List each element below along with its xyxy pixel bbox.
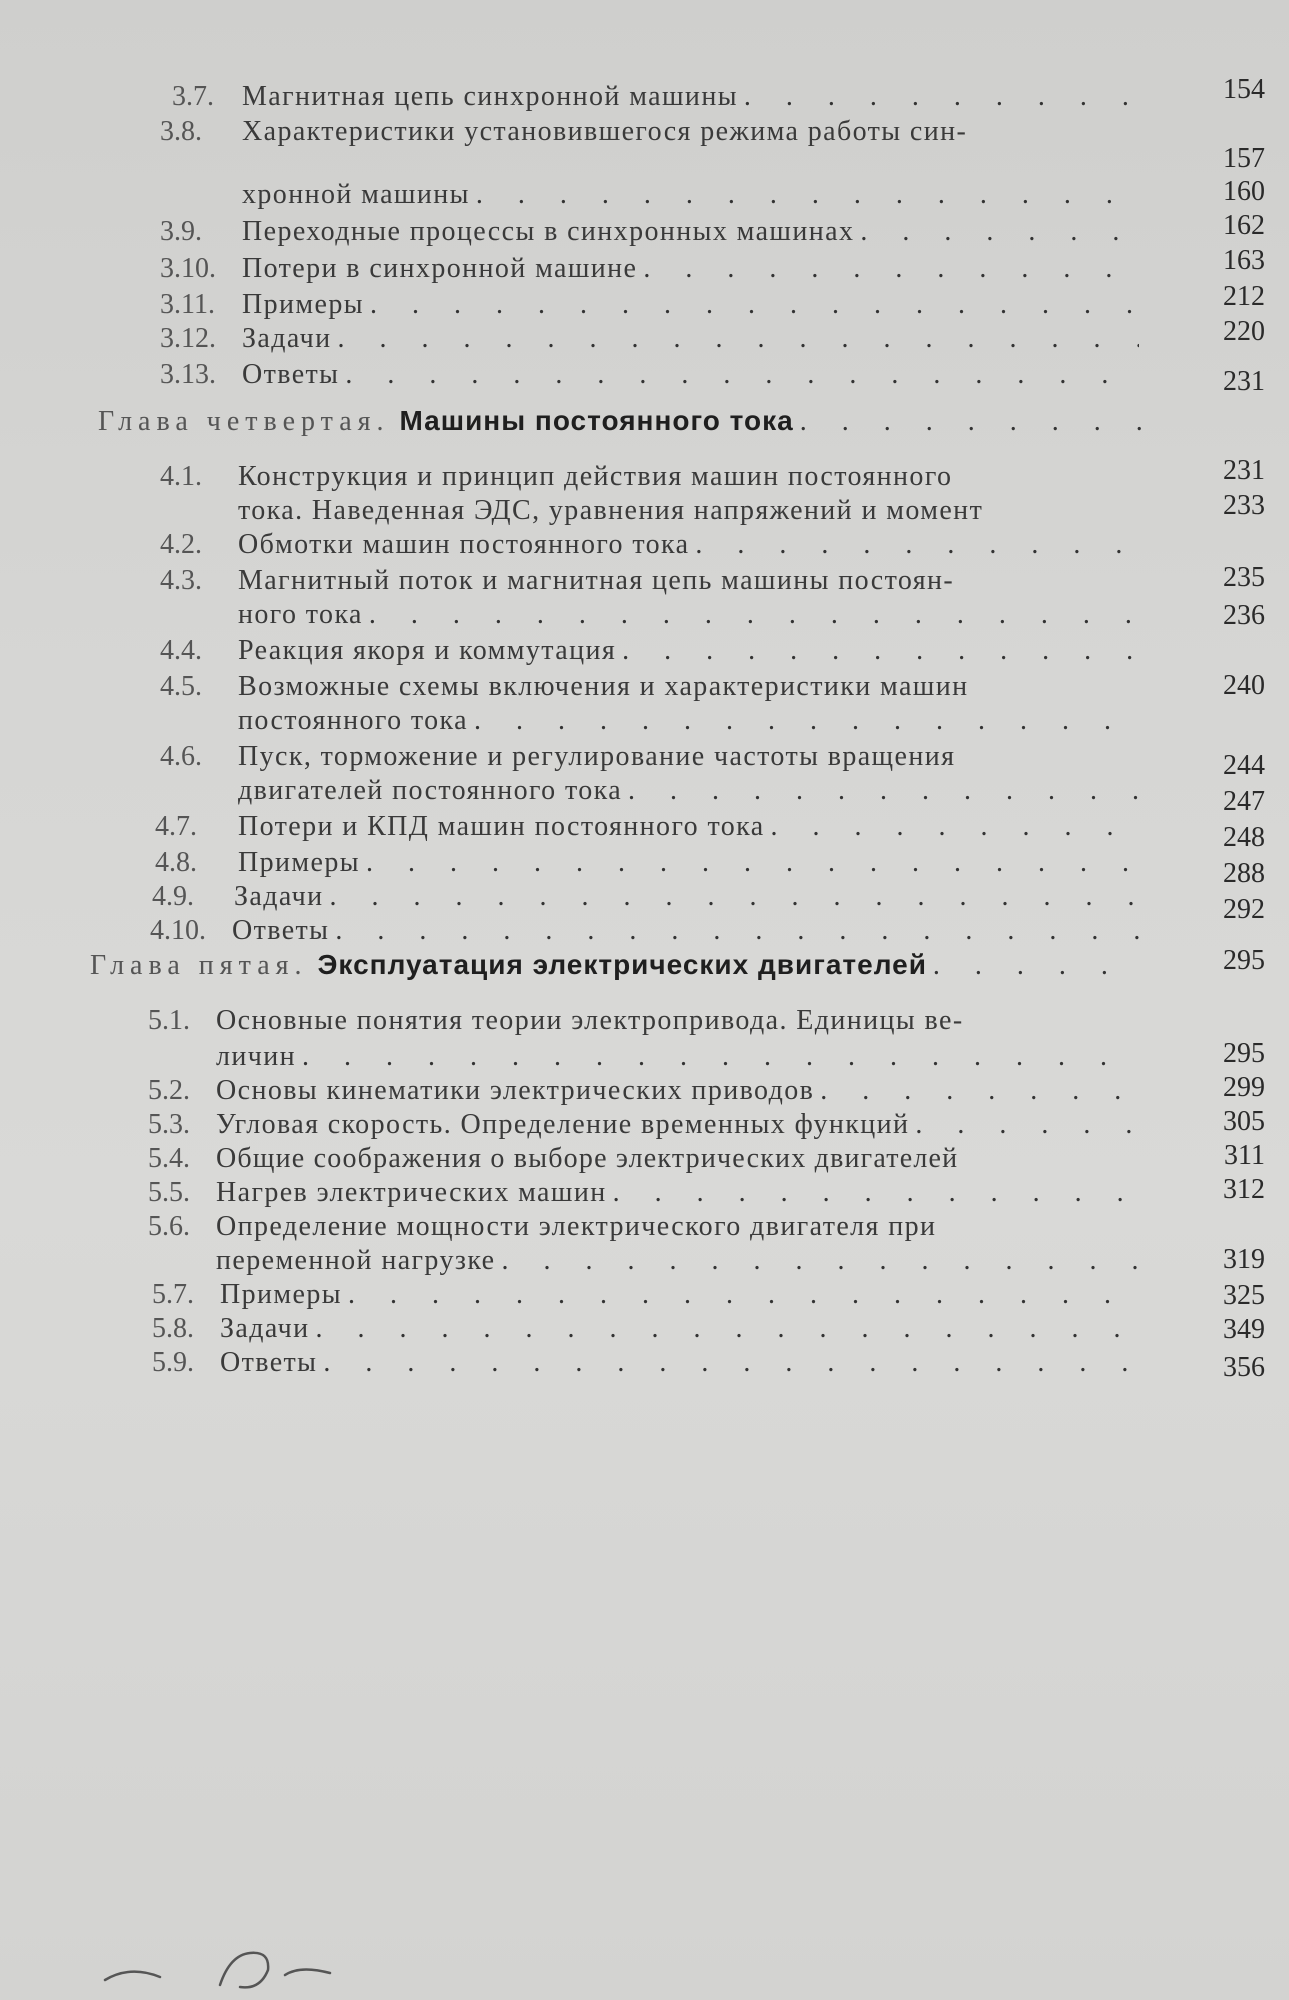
toc-entry-4-6-cont <box>238 774 1145 808</box>
entry-title-cont: хронной машины <box>242 179 470 210</box>
entry-title: Примеры <box>238 847 360 878</box>
dot-leader <box>695 528 1139 562</box>
toc-entry-4-3-cont <box>238 598 1145 632</box>
entry-number: 4.2. <box>160 529 202 560</box>
page-number: 157 <box>1223 143 1265 174</box>
toc-entry-5-5 <box>148 1176 1146 1210</box>
entry-title-cont: двигателей постоянного тока <box>238 775 623 806</box>
dot-leader <box>302 1040 1140 1074</box>
entry-title: Ответы <box>242 359 340 390</box>
entry-number: 3.13. <box>160 359 216 390</box>
dot-leader <box>476 178 1141 212</box>
page-number: 288 <box>1223 858 1265 889</box>
dot-leader <box>933 949 1134 983</box>
dot-leader <box>329 880 1139 914</box>
page-number: 305 <box>1223 1106 1265 1137</box>
dot-leader <box>323 1346 1140 1380</box>
toc-entry-5-9 <box>152 1346 1146 1380</box>
entry-title-cont: постоянного тока <box>238 705 468 736</box>
page-number: 212 <box>1223 281 1265 312</box>
entry-number: 3.10. <box>160 253 216 284</box>
page-number: 292 <box>1223 894 1265 925</box>
page-number: 295 <box>1223 1038 1265 1069</box>
page-number: 319 <box>1223 1244 1265 1275</box>
toc-entry-3-8-cont <box>242 178 1147 212</box>
entry-number: 4.8. <box>155 847 197 878</box>
entry-title: Примеры <box>242 289 364 320</box>
entry-number: 5.9. <box>152 1347 194 1378</box>
entry-number: 4.3. <box>160 565 202 596</box>
page-number: 356 <box>1223 1352 1265 1383</box>
entry-title: Задачи <box>242 323 332 354</box>
chapter-5-heading <box>90 948 1140 983</box>
entry-number: 3.12. <box>160 323 216 354</box>
page-number: 312 <box>1223 1174 1265 1205</box>
entry-number: 5.8. <box>152 1313 194 1344</box>
entry-number: 5.4. <box>148 1143 190 1174</box>
entry-title: Магнитный поток и магнитная цепь машины постоян- <box>238 565 955 596</box>
page-number: 295 <box>1223 945 1265 976</box>
toc-entry-4-3 <box>160 564 1150 598</box>
toc-entry-4-8 <box>155 846 1145 880</box>
entry-number: 5.7. <box>152 1279 194 1310</box>
dot-leader <box>474 704 1139 738</box>
toc-entry-5-1-cont <box>216 1040 1146 1074</box>
page-number: 244 <box>1223 750 1265 781</box>
dot-leader <box>369 598 1139 632</box>
dot-leader <box>771 810 1139 844</box>
toc-entry-5-1 <box>148 1004 1148 1038</box>
toc-entry-5-4 <box>148 1142 1148 1176</box>
entry-number: 4.5. <box>160 671 202 702</box>
toc-entry-5-7 <box>152 1278 1146 1312</box>
pencil-mark-icon <box>100 1935 340 1995</box>
entry-title: Примеры <box>220 1279 342 1310</box>
entry-number: 3.11. <box>160 289 215 320</box>
dot-leader <box>915 1108 1140 1142</box>
entry-number: 5.1. <box>148 1005 190 1036</box>
entry-title: Определение мощности электрического двигателя при <box>216 1211 937 1242</box>
toc-entry-5-6 <box>148 1210 1148 1244</box>
toc-entry-5-2 <box>148 1074 1146 1108</box>
dot-leader <box>337 322 1139 356</box>
entry-title: Потери и КПД машин постоянного тока <box>238 811 765 842</box>
entry-number: 3.9. <box>160 216 202 247</box>
toc-entry-4-4 <box>160 634 1145 668</box>
toc-entry-5-8 <box>152 1312 1146 1346</box>
entry-title: Ответы <box>232 915 330 946</box>
toc-entry-3-13 <box>160 358 1145 392</box>
page-number: 154 <box>1223 74 1265 105</box>
entry-number: 4.10. <box>150 915 206 946</box>
toc-entry-3-7 <box>172 80 1147 114</box>
entry-number: 4.7. <box>155 811 197 842</box>
dot-leader <box>370 288 1139 322</box>
toc-entry-3-12 <box>160 322 1145 356</box>
entry-number: 5.6. <box>148 1211 190 1242</box>
page-number: 240 <box>1223 670 1265 701</box>
dot-leader <box>345 358 1139 392</box>
entry-title: Характеристики установившегося режима работы син- <box>242 116 968 147</box>
dot-leader <box>628 774 1139 808</box>
entry-title: Потери в синхронной машине <box>242 253 638 284</box>
entry-title: Основные понятия теории электропривода. Единицы ве- <box>216 1005 964 1036</box>
entry-number: 3.8. <box>160 116 202 147</box>
entry-number: 4.9. <box>152 881 194 912</box>
dot-leader <box>613 1176 1140 1210</box>
entry-title: Пуск, торможение и регулирование частоты вращения <box>238 741 956 772</box>
entry-title: Нагрев электрических машин <box>216 1177 607 1208</box>
dot-leader <box>366 846 1139 880</box>
toc-entry-4-5-cont <box>238 704 1145 738</box>
page-number: 160 <box>1223 176 1265 207</box>
toc-entry-4-6 <box>160 740 1150 774</box>
toc-entry-4-10 <box>150 914 1145 948</box>
dot-leader <box>501 1244 1140 1278</box>
chapter-4-heading <box>98 404 1148 439</box>
entry-title: Возможные схемы включения и характеристики машин <box>238 671 969 702</box>
entry-title: Угловая скорость. Определение временных функций <box>216 1109 910 1140</box>
entry-number: 4.6. <box>160 741 202 772</box>
entry-number: 4.1. <box>160 461 202 492</box>
entry-title: Общие соображения о выборе электрических двигателей <box>216 1143 959 1174</box>
toc-entry-3-10 <box>160 252 1145 286</box>
entry-title-cont: тока. Наведенная ЭДС, уравнения напряжений и момент <box>238 495 984 526</box>
toc-entry-4-1 <box>160 460 1150 494</box>
toc-entry-3-8 <box>160 115 1150 149</box>
page-number: 163 <box>1223 245 1265 276</box>
toc-entry-4-2 <box>160 528 1145 562</box>
entry-title-cont: переменной нагрузке <box>216 1245 496 1276</box>
chapter-label: Глава пятая. <box>90 950 308 981</box>
entry-title: Задачи <box>234 881 324 912</box>
entry-number: 3.7. <box>172 81 214 112</box>
entry-title-cont: личин <box>216 1041 297 1072</box>
entry-title: Задачи <box>220 1313 310 1344</box>
toc-entry-5-6-cont <box>216 1244 1146 1278</box>
entry-title: Ответы <box>220 1347 318 1378</box>
entry-number: 4.4. <box>160 635 202 666</box>
dot-leader <box>800 405 1142 439</box>
page-number: 231 <box>1223 366 1265 397</box>
dot-leader <box>622 634 1139 668</box>
toc-entry-3-9 <box>160 215 1145 249</box>
page-number: 220 <box>1223 316 1265 347</box>
chapter-label: Глава четвертая. <box>98 406 390 437</box>
entry-number: 5.5. <box>148 1177 190 1208</box>
dot-leader <box>348 1278 1140 1312</box>
dot-leader <box>820 1074 1140 1108</box>
page-number: 235 <box>1223 562 1265 593</box>
page-number: 231 <box>1223 455 1265 486</box>
page-number: 349 <box>1223 1314 1265 1345</box>
entry-title: Основы кинематики электрических приводов <box>216 1075 815 1106</box>
entry-title: Магнитная цепь синхронной машины <box>242 81 738 112</box>
toc-entry-4-9 <box>152 880 1145 914</box>
dot-leader <box>860 215 1139 249</box>
page-number: 236 <box>1223 600 1265 631</box>
chapter-title: Эксплуатация электрических двигателей <box>317 949 927 980</box>
page-number: 162 <box>1223 210 1265 241</box>
dot-leader <box>643 252 1139 286</box>
page-number: 233 <box>1223 490 1265 521</box>
dot-leader <box>335 914 1139 948</box>
toc-entry-4-5 <box>160 670 1150 704</box>
page-number: 311 <box>1224 1140 1265 1171</box>
dot-leader <box>744 80 1141 114</box>
chapter-title: Машины постоянного тока <box>399 405 794 436</box>
dot-leader <box>315 1312 1140 1346</box>
entry-title: Обмотки машин постоянного тока <box>238 529 690 560</box>
entry-title: Реакция якоря и коммутация <box>238 635 617 666</box>
toc-entry-3-11 <box>160 288 1145 322</box>
entry-number: 5.2. <box>148 1075 190 1106</box>
toc-entry-5-3 <box>148 1108 1146 1142</box>
toc-entry-4-7 <box>155 810 1145 844</box>
entry-title: Конструкция и принцип действия машин постоянного <box>238 461 953 492</box>
page-number: 248 <box>1223 822 1265 853</box>
entry-number: 5.3. <box>148 1109 190 1140</box>
page-number: 325 <box>1223 1280 1265 1311</box>
page-number: 247 <box>1223 786 1265 817</box>
entry-title-cont: ного тока <box>238 599 363 630</box>
entry-title: Переходные процессы в синхронных машинах <box>242 216 855 247</box>
page-number: 299 <box>1223 1072 1265 1103</box>
